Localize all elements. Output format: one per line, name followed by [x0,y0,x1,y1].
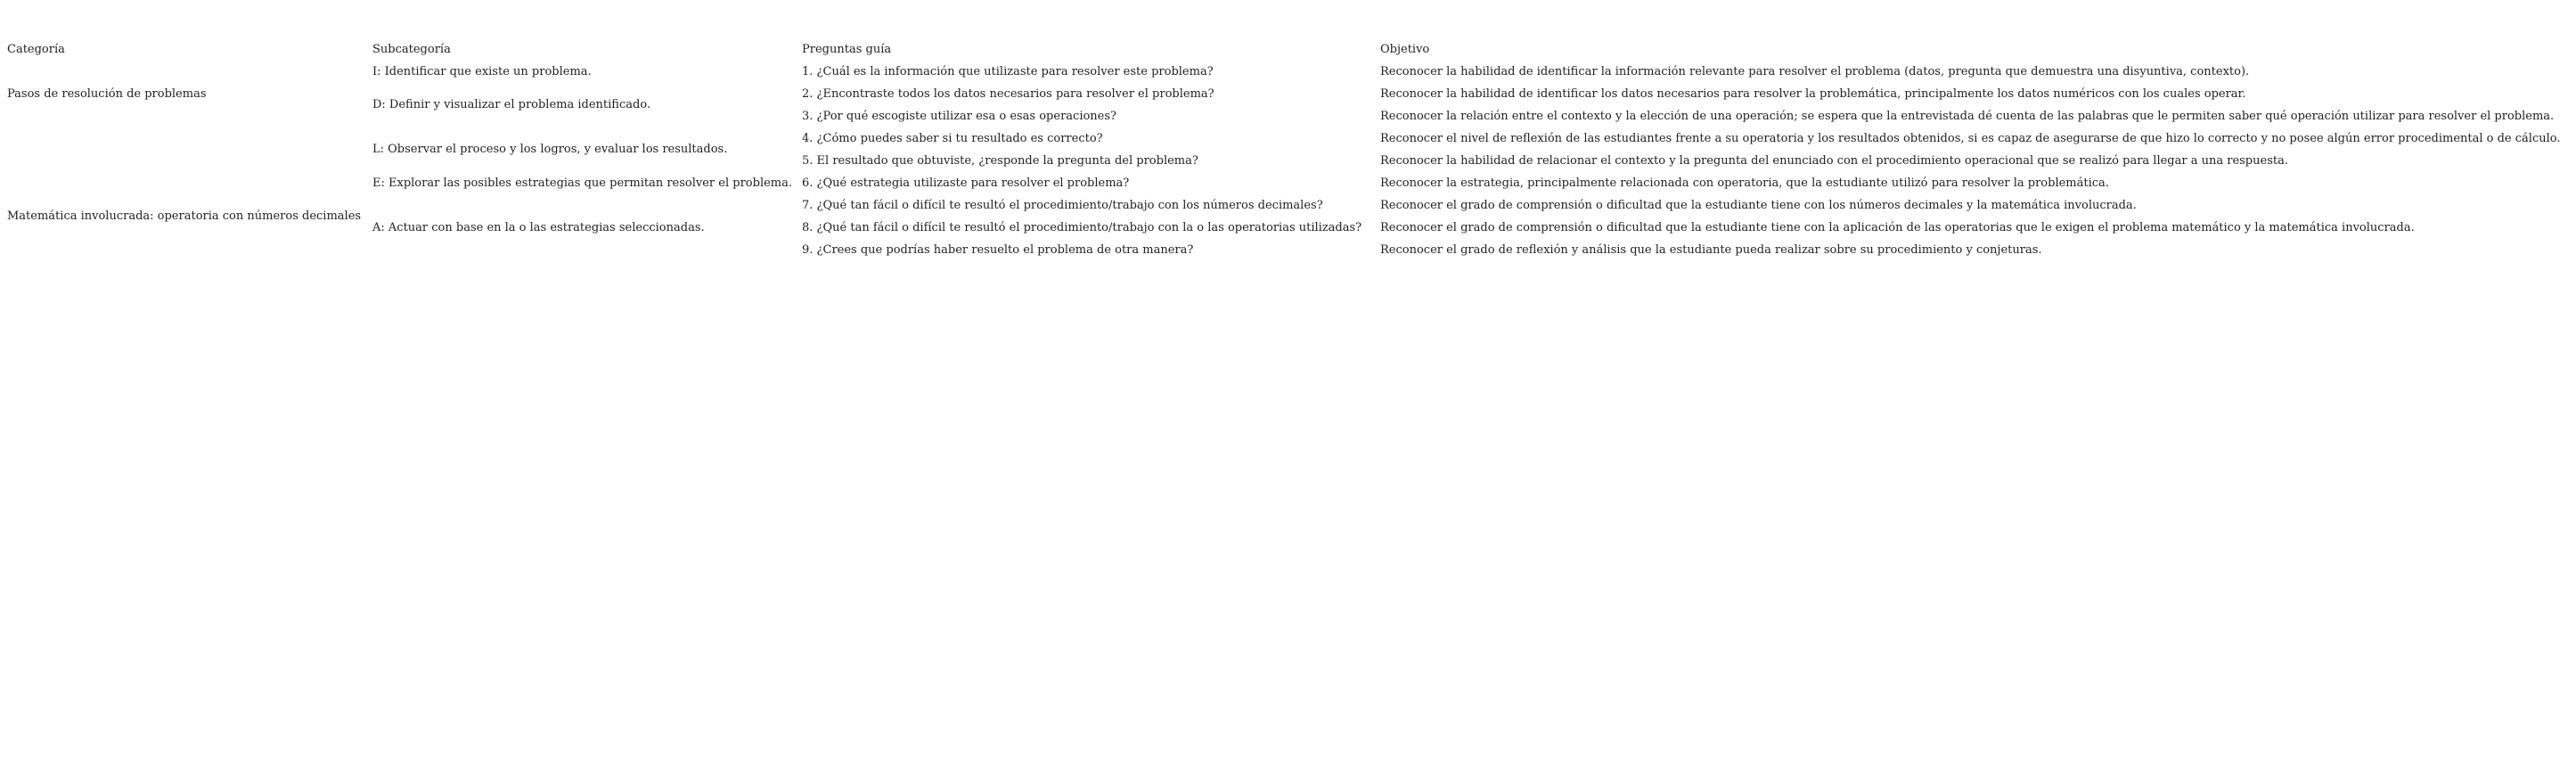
pregunta-item: 5. El resultado que obtuviste, ¿responde la pregunta del problema? [802,154,1198,168]
objetivo-item: Reconocer la habilidad de relacionar el contexto y la pregunta del enunciado con el procedimiento operacional que se realizó para llegar a una respuesta. [1380,154,2288,168]
pregunta-item: 4. ¿Cómo puedes saber si tu resultado es correcto? [802,132,1103,145]
pregunta-item: 7. ¿Qué tan fácil o difícil te resultó el procedimiento/trabajo con los números decimales? [802,199,1323,212]
subcategoria-item: A: Actuar con base en la o las estrategias seleccionadas. [372,221,705,234]
pregunta-item: 2. ¿Encontraste todos los datos necesarios para resolver el problema? [802,87,1214,101]
subcategoria-item: I: Identificar que existe un problema. [372,65,592,78]
objetivo-item: Reconocer el grado de reflexión y análisis que la estudiante pueda realizar sobre su procedimiento y conjeturas. [1380,243,2042,257]
subcategoria-item: D: Definir y visualizar el problema identificado. [372,98,651,111]
objetivo-item: Reconocer el nivel de reflexión de las estudiantes frente a su operatoria y los resultados obtenidos, si es capaz de asegurarse de que hizo lo correcto y no posee algún error procedimental o de cálculo. [1380,132,2561,145]
categoria-item: Matemática involucrada: operatoria con números decimales [7,209,362,223]
objetivo-item: Reconocer el grado de comprensión o dificultad que la estudiante tiene con la aplicación de las operatorias que le exigen el problema matemático y la matemática involucrada. [1380,221,2415,234]
objetivo-item: Reconocer el grado de comprensión o dificultad que la estudiante tiene con los números decimales y la matemática involucrada. [1380,199,2137,212]
subcategoria-item: E: Explorar las posibles estrategias que permitan resolver el problema. [372,177,793,190]
header-categoria: Categoría [7,43,65,56]
objetivo-item: Reconocer la habilidad de identificar la información relevante para resolver el problema (datos, pregunta que demuestra una disyuntiva, contexto). [1380,65,2250,78]
objetivo-item: Reconocer la relación entre el contexto y la elección de una operación; se espera que la entrevistada dé cuenta de las palabras que le permiten saber qué operación utilizar para resolver el problema. [1380,110,2555,123]
objetivo-item: Reconocer la estrategia, principalmente relacionada con operatoria, que la estudiante utilizó para resolver la problemática. [1380,177,2109,190]
pregunta-item: 8. ¿Qué tan fácil o difícil te resultó el procedimiento/trabajo con la o las operatorias utilizadas? [802,221,1362,234]
pregunta-item: 1. ¿Cuál es la información que utilizaste para resolver este problema? [802,65,1214,78]
pregunta-item: 6. ¿Qué estrategia utilizaste para resolver el problema? [802,177,1130,190]
header-objetivo: Objetivo [1380,43,1430,56]
subcategoria-item: L: Observar el proceso y los logros, y evaluar los resultados. [372,143,728,156]
objetivo-item: Reconocer la habilidad de identificar los datos necesarios para resolver la problemática, principalmente los datos numéricos con los cuales operar. [1380,87,2246,101]
pregunta-item: 9. ¿Crees que podrías haber resuelto el problema de otra manera? [802,243,1194,257]
header-subcategoria: Subcategoría [372,43,451,56]
categoria-item: Pasos de resolución de problemas [7,87,207,101]
header-preguntas: Preguntas guía [802,43,892,56]
pregunta-item: 3. ¿Por qué escogiste utilizar esa o esas operaciones? [802,110,1117,123]
